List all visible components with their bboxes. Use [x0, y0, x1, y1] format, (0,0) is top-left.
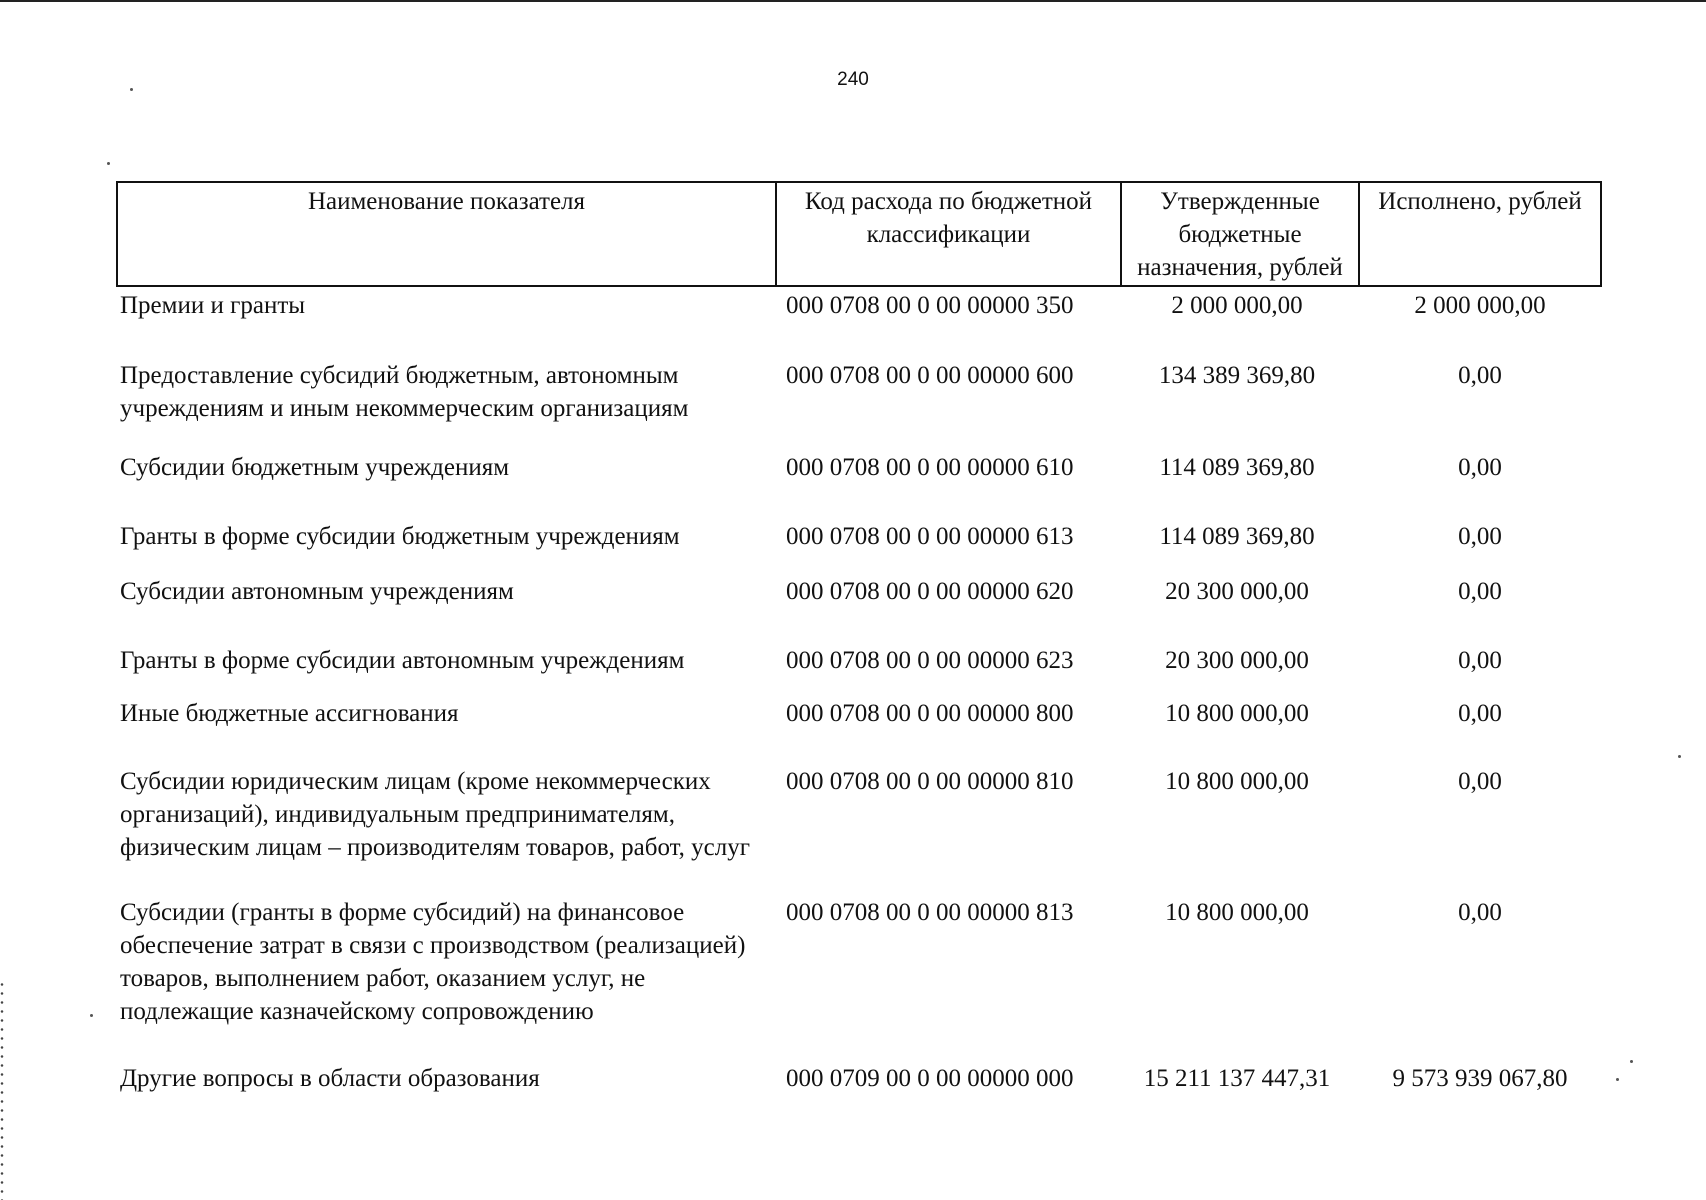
- row-name: Субсидии автономным учреждениям: [120, 578, 514, 605]
- scan-speck: [1678, 755, 1681, 758]
- row-code: 000 0708 00 0 00 00000 810: [786, 768, 1074, 795]
- row-name: Другие вопросы в области образования: [120, 1065, 540, 1092]
- row-executed: 0,00: [1458, 899, 1502, 926]
- row-code: 000 0708 00 0 00 00000 813: [786, 899, 1074, 926]
- row-approved: 20 300 000,00: [1165, 647, 1309, 674]
- row-approved: 114 089 369,80: [1159, 454, 1315, 481]
- row-approved: 2 000 000,00: [1171, 292, 1303, 319]
- row-code: 000 0708 00 0 00 00000 613: [786, 523, 1074, 550]
- header-approved-amount: Утвержденные бюджетные назначения, рублей: [1120, 183, 1358, 285]
- scan-edge-dots: [0, 980, 4, 1200]
- row-executed: 2 000 000,00: [1414, 292, 1546, 319]
- row-name: Субсидии (гранты в форме субсидий) на финансовое обеспечение затрат в связи с производством (реализацией) товаров, выполнением работ, оказанием услуг, не подлежащие казначейскому сопровождению: [120, 899, 746, 1025]
- row-code: 000 0708 00 0 00 00000 600: [786, 362, 1074, 389]
- row-executed: 0,00: [1458, 647, 1502, 674]
- row-name: Гранты в форме субсидии бюджетным учреждениям: [120, 523, 680, 550]
- row-code: 000 0708 00 0 00 00000 800: [786, 700, 1074, 727]
- header-executed-amount: Исполнено, рублей: [1358, 183, 1600, 285]
- scan-speck: [1616, 1078, 1619, 1081]
- header-indicator-name: Наименование показателя: [307, 188, 586, 215]
- row-executed: 0,00: [1458, 362, 1502, 389]
- row-name: Субсидии бюджетным учреждениям: [120, 454, 510, 481]
- row-code: 000 0708 00 0 00 00000 350: [786, 292, 1074, 319]
- scan-speck: [1630, 1060, 1633, 1063]
- row-approved: 10 800 000,00: [1165, 768, 1309, 795]
- row-approved: 20 300 000,00: [1165, 578, 1309, 605]
- row-name: Предоставление субсидий бюджетным, автономным учреждениям и иным некоммерческим организациям: [120, 362, 689, 422]
- row-approved: 114 089 369,80: [1159, 523, 1315, 550]
- row-code: 000 0708 00 0 00 00000 623: [786, 647, 1074, 674]
- row-executed: 9 573 939 067,80: [1392, 1065, 1568, 1092]
- row-name: Субсидии юридическим лицам (кроме некоммерческих организаций), индивидуальным предпринимателям, физическим лицам – производителям товаров, работ, услуг: [120, 768, 751, 861]
- row-approved: 15 211 137 447,31: [1143, 1065, 1331, 1092]
- page-number: 240: [837, 69, 869, 90]
- row-executed: 0,00: [1458, 700, 1502, 727]
- row-name: Премии и гранты: [120, 292, 306, 319]
- scan-speck: [107, 162, 110, 165]
- row-approved: 10 800 000,00: [1165, 700, 1309, 727]
- row-executed: 0,00: [1458, 523, 1502, 550]
- header-expense-code: Код расхода по бюджетной классификации: [775, 183, 1120, 285]
- row-approved: 134 389 369,80: [1158, 362, 1316, 389]
- row-code: 000 0708 00 0 00 00000 620: [786, 578, 1074, 605]
- row-name: Гранты в форме субсидии автономным учреждениям: [120, 647, 685, 674]
- scan-speck: [90, 1014, 93, 1017]
- scan-speck: [130, 88, 133, 91]
- row-approved: 10 800 000,00: [1165, 899, 1309, 926]
- row-code: 000 0708 00 0 00 00000 610: [786, 454, 1074, 481]
- row-name: Иные бюджетные ассигнования: [120, 700, 459, 727]
- row-executed: 0,00: [1458, 454, 1502, 481]
- scan-top-edge: [0, 0, 1706, 2]
- table-header: [116, 181, 1602, 287]
- row-executed: 0,00: [1458, 768, 1502, 795]
- row-executed: 0,00: [1458, 578, 1502, 605]
- row-code: 000 0709 00 0 00 00000 000: [786, 1065, 1074, 1092]
